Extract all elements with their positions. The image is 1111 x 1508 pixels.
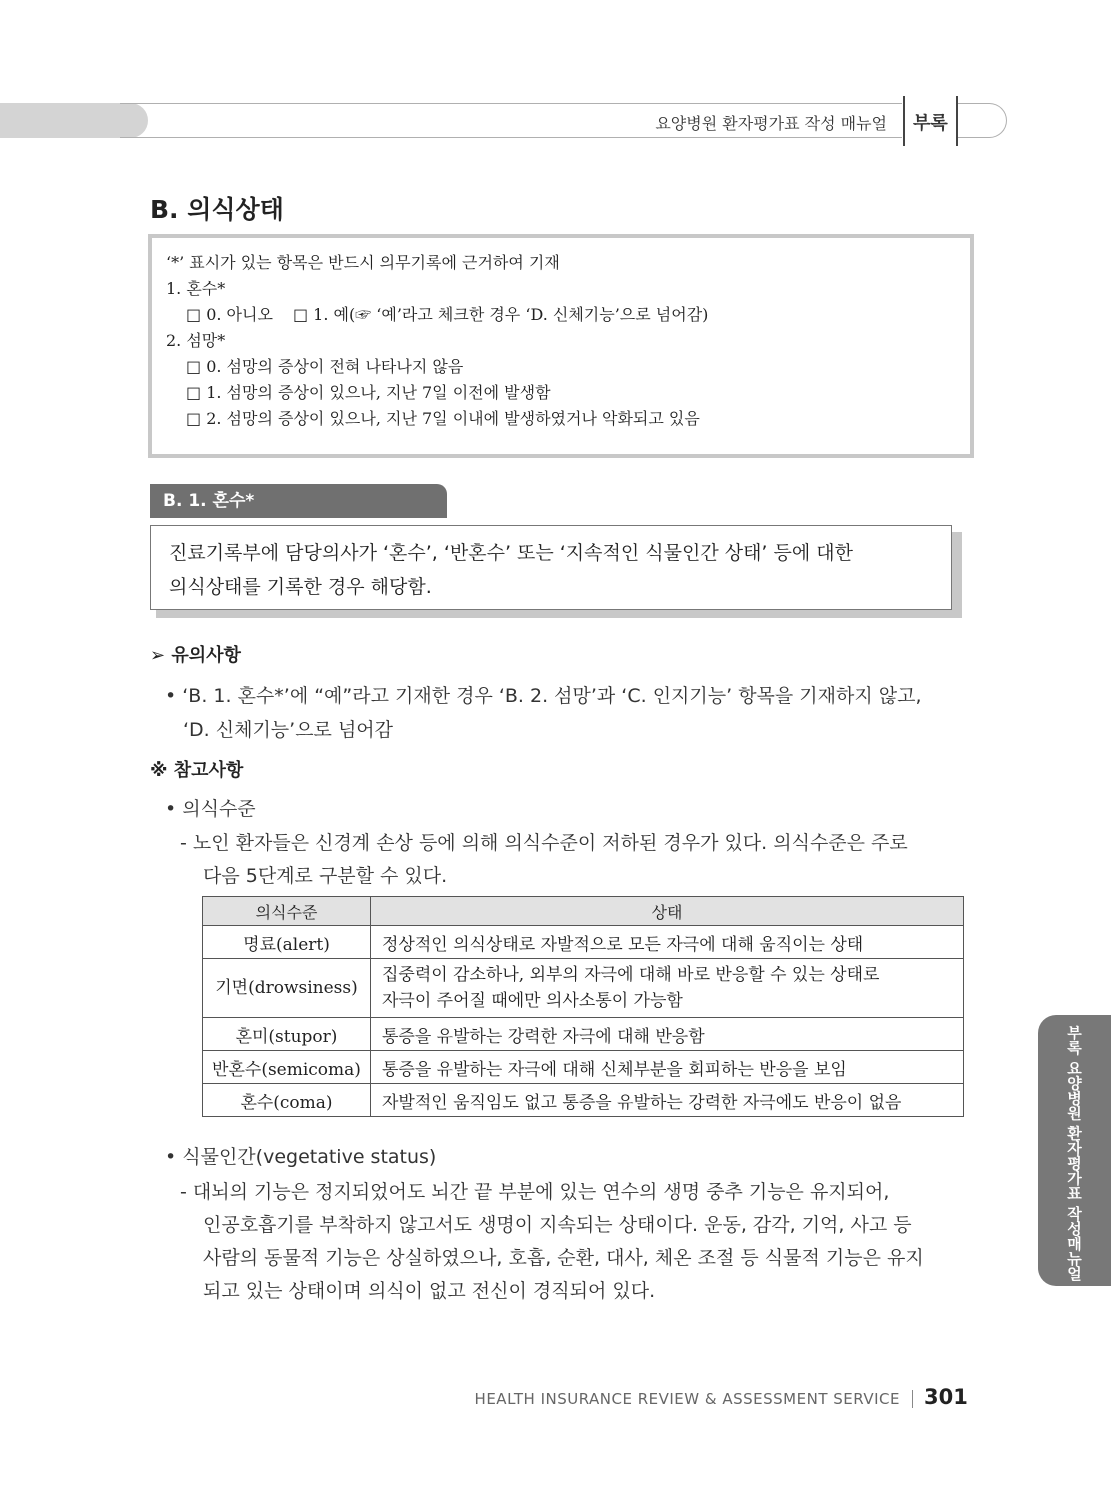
reference-dash-line: - 대뇌의 기능은 정지되었어도 뇌간 끝 부분에 있는 연수의 생명 중추 기능은 유지되어, <box>180 1181 890 1203</box>
coma-option-yes: □ 1. 예(☞ ‘예’라고 체크한 경우 ‘D. 신체기능’으로 넘어감) <box>292 305 709 324</box>
table-row <box>203 959 964 1018</box>
caution-bullet: • ‘B. 1. 혼수*’에 “예”라고 기재한 경우 ‘B. 2. 섬망’과 ‘C. 인지기능’ 항목을 기재하지 않고, <box>165 685 922 707</box>
subsection-tab: B. 1. 혼수* <box>150 484 447 518</box>
reference-bullet-consciousness: • 의식수준 <box>165 798 256 820</box>
reference-dash-line: 인공호흡기를 부착하지 않고서도 생명이 지속되는 상태이다. 운동, 감각, 기억, 사고 등 <box>203 1214 912 1236</box>
reference-bullet-vegetative: • 식물인간(vegetative status) <box>165 1146 437 1168</box>
level-cell: 혼미(stupor) <box>203 1018 371 1051</box>
level-cell: 반혼수(semicoma) <box>203 1051 371 1084</box>
question-coma-options <box>166 302 970 328</box>
question-delirium-label: 2. 섬망* <box>166 331 226 350</box>
table-row <box>203 926 964 959</box>
header-band-cap <box>958 103 1007 138</box>
table-row <box>203 1051 964 1084</box>
level-cell: 혼수(coma) <box>203 1084 371 1117</box>
definition-line: 진료기록부에 담당의사가 ‘혼수’, ‘반혼수’ 또는 ‘지속적인 식물인간 상태’ 등에 대한 <box>169 542 853 564</box>
reference-heading: ※ 참고사항 <box>150 760 244 781</box>
footer-divider <box>912 1390 913 1408</box>
consciousness-level-table <box>202 896 964 1117</box>
table-header-level: 의식수준 <box>203 897 371 926</box>
state-cell: 통증을 유발하는 자극에 대해 신체부분을 회피하는 반응을 보임 <box>371 1051 964 1084</box>
delirium-option-2: □ 2. 섬망의 증상이 있으나, 지난 7일 이내에 발생하였거나 악화되고 있음 <box>186 409 700 428</box>
section-title: B. 의식상태 <box>150 195 284 224</box>
table-header-state: 상태 <box>371 897 964 926</box>
assessment-form-box <box>148 234 974 458</box>
state-cell-line: 자극이 주어질 때에만 의사소통이 가능함 <box>382 991 683 1011</box>
table-row <box>203 1018 964 1051</box>
side-index-tab-label: 부록 요양병원 환자평가표 작성매뉴얼 <box>1065 1025 1083 1281</box>
page-number: 301 <box>924 1385 968 1409</box>
reference-dash-line: 되고 있는 상태이며 의식이 없고 전신이 경직되어 있다. <box>203 1280 656 1302</box>
header-title: 요양병원 환자평가표 작성 매뉴얼 <box>655 114 887 133</box>
state-cell: 통증을 유발하는 강력한 자극에 대해 반응함 <box>371 1018 964 1051</box>
state-cell: 자발적인 움직임도 없고 통증을 유발하는 강력한 자극에도 반응이 없음 <box>371 1084 964 1117</box>
definition-box <box>150 525 952 610</box>
level-cell: 기면(drowsiness) <box>203 959 371 1018</box>
side-index-tab <box>1038 1015 1111 1286</box>
table-row <box>203 1084 964 1117</box>
header-divider <box>903 96 905 146</box>
coma-option-no: □ 0. 아니오 <box>186 305 273 324</box>
footer-organization: HEALTH INSURANCE REVIEW & ASSESSMENT SERVICE <box>474 1390 900 1408</box>
definition-line: 의식상태를 기록한 경우 해당함. <box>169 576 432 598</box>
state-cell: 정상적인 의식상태로 자발적으로 모든 자극에 대해 움직이는 상태 <box>371 926 964 959</box>
reference-dash-line: 다음 5단계로 구분할 수 있다. <box>203 865 448 887</box>
form-note: ‘*’ 표시가 있는 항목은 반드시 의무기록에 근거하여 기재 <box>166 253 560 272</box>
delirium-option-0: □ 0. 섬망의 증상이 전혀 나타나지 않음 <box>186 357 464 376</box>
caution-bullet-cont: ‘D. 신체기능’으로 넘어감 <box>183 719 394 741</box>
reference-dash-line: - 노인 환자들은 신경계 손상 등에 의해 의식수준이 저하된 경우가 있다. 의식수준은 주로 <box>180 832 908 854</box>
header-appendix-label: 부록 <box>913 113 948 134</box>
table-header-row <box>203 897 964 926</box>
state-cell-line: 집중력이 감소하나, 외부의 자극에 대해 바로 반응할 수 있는 상태로 <box>382 965 880 985</box>
reference-dash-line: 사람의 동물적 기능은 상실하였으나, 호흡, 순환, 대사, 체온 조절 등 식물적 기능은 유지 <box>203 1247 924 1269</box>
delirium-option-1: □ 1. 섬망의 증상이 있으나, 지난 7일 이전에 발생함 <box>186 383 551 402</box>
level-cell: 명료(alert) <box>203 926 371 959</box>
caution-heading: ➢ 유의사항 <box>150 645 241 666</box>
question-coma-label: 1. 혼수* <box>166 279 226 298</box>
state-cell <box>371 959 964 1018</box>
